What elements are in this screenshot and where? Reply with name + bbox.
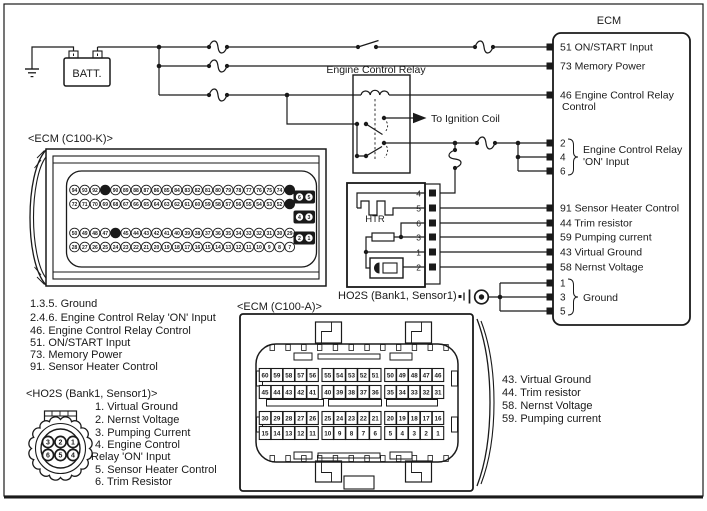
ground-icon — [25, 69, 39, 77]
c100a-pin-number: 42 — [297, 389, 305, 397]
c100k-pin-number: 42 — [153, 230, 160, 237]
c100a-pin-number: 44 — [273, 389, 281, 397]
c100k-pin-number: 78 — [235, 187, 242, 194]
c100k-pin-number: 16 — [194, 244, 201, 251]
ignition-coil-note: To Ignition Coil — [431, 113, 500, 125]
c100k-pin-number: 30 — [276, 230, 283, 237]
c100k-pin-number: 49 — [81, 230, 88, 237]
c100k-flange — [30, 150, 46, 285]
c100a-pin-number: 12 — [297, 430, 305, 438]
c100k-pin-number: 22 — [133, 244, 139, 251]
c100k-pin-number: 41 — [163, 230, 170, 237]
ecm-pin-terminal — [547, 92, 554, 99]
legend-item: 58. Nernst Voltage — [502, 400, 593, 412]
chassis-ground-icon — [459, 290, 489, 304]
c100k-pin-number: 35 — [225, 230, 232, 237]
c100k-pin-number: 33 — [245, 230, 252, 237]
c100a-pin-number: 31 — [434, 389, 442, 397]
c100a-tooth — [333, 345, 338, 351]
ecm-pin-terminal — [547, 220, 554, 227]
c100a-tooth — [317, 345, 322, 351]
ecm-pin46-label: 46 Engine Control Relay — [560, 89, 674, 102]
c100k-pin-number: 60 — [194, 201, 201, 208]
engine-control-relay — [326, 64, 499, 173]
c100a-pin-number: 22 — [359, 415, 367, 423]
c100k-connector — [28, 133, 326, 286]
c100a-pin-number: 10 — [324, 430, 332, 438]
ecm-pin59-label: 59 Pumping current — [560, 231, 652, 244]
ho2s-connector-pin-number: 3 — [46, 439, 50, 447]
c100k-pin-number: 14 — [215, 244, 221, 251]
c100a-pin-number: 19 — [398, 415, 406, 423]
c100a-pin-number: 59 — [273, 372, 281, 380]
c100a-pin-number: 2 — [424, 430, 428, 438]
c100k-pin-number: 57 — [225, 201, 232, 208]
c100k-pin-number: 58 — [215, 201, 221, 208]
c100k-pin-number: 66 — [133, 201, 139, 208]
battery — [25, 47, 110, 86]
legend-item: Relay 'ON' Input — [91, 451, 171, 463]
c100a-pin-number: 56 — [309, 372, 317, 380]
c100a-pin-number: 52 — [359, 372, 367, 380]
c100k-pin-number: 73 — [286, 187, 293, 194]
legend-item: 6. Trim Resistor — [95, 476, 173, 488]
c100a-pin-number: 50 — [386, 372, 394, 380]
c100k-pin-number: 90 — [112, 187, 119, 194]
c100k-pin-number: 87 — [143, 187, 150, 194]
c100k-pin-number: 27 — [81, 244, 88, 251]
c100a-pin-number: 30 — [261, 415, 269, 423]
c100a-tooth — [349, 345, 354, 351]
c100a-pin-number: 54 — [336, 372, 344, 380]
c100k-pin-number: 77 — [245, 187, 252, 194]
c100k-pin-number: 15 — [204, 244, 211, 251]
chassis-ground — [459, 283, 547, 311]
c100k-pin-number: 59 — [204, 201, 211, 208]
c100k-pin-number: 11 — [246, 244, 252, 251]
legend-item: 46. Engine Control Relay Control — [30, 325, 191, 337]
legend-item: 43. Virtual Ground — [502, 374, 592, 386]
ecm-pin46-label2: Control — [562, 101, 596, 113]
c100k-pin-number: 71 — [81, 201, 88, 208]
c100k-side-pin-number: 4 — [298, 215, 301, 222]
ho2s-strip-pins — [416, 189, 436, 273]
c100k-pin-number: 54 — [256, 201, 262, 208]
c100k-pin-number: 61 — [184, 201, 191, 208]
ecm-pin6-num: 6 — [560, 166, 566, 178]
c100k-pin-number: 89 — [122, 187, 129, 194]
c100a-pin-number: 21 — [371, 415, 379, 423]
c100k-side-pin-number: 5 — [307, 195, 311, 202]
c100k-pin-number: 76 — [256, 187, 262, 194]
c100k-side-pin-number: 6 — [298, 195, 301, 202]
brace — [568, 279, 578, 315]
c100a-tooth — [302, 345, 307, 351]
ecm-pin3-num: 3 — [560, 292, 566, 304]
legend-item: 91. Sensor Heater Control — [30, 361, 158, 373]
ecm-pin-terminal — [547, 234, 554, 241]
c100k-pin-number: 82 — [194, 187, 201, 194]
ecm-pin58-label: 58 Nernst Voltage — [560, 261, 644, 274]
c100k-pin-number: 65 — [143, 201, 150, 208]
ho2s-connector-pin-number: 1 — [71, 439, 75, 447]
c100k-pin-number: 48 — [92, 230, 98, 237]
sensor-cell-icon — [370, 258, 403, 278]
c100a-pin-number: 24 — [336, 415, 344, 423]
ho2s-pin-number: 3 — [416, 232, 421, 243]
c100k-pin-number: 70 — [92, 201, 98, 208]
c100a-pin-number: 27 — [297, 415, 305, 423]
c100a-pin-number: 5 — [388, 430, 393, 438]
c100k-pin-number: 7 — [288, 244, 292, 251]
c100k-pin-number: 83 — [184, 187, 191, 194]
c100a-pin-number: 49 — [398, 372, 406, 380]
c100a-pin-number: 57 — [297, 372, 305, 380]
c100k-pin-number: 93 — [81, 187, 88, 194]
c100a-tooth — [428, 345, 433, 351]
connector-seal — [29, 417, 92, 480]
c100a-pin-number: 4 — [400, 430, 405, 438]
c100a-tooth — [381, 345, 386, 351]
c100a-pin-number: 43 — [285, 389, 293, 397]
ecm-pin-terminal — [547, 63, 554, 70]
c100k-pin-number: 39 — [184, 230, 191, 237]
c100a-pin-number: 48 — [410, 372, 418, 380]
c100k-pin-number: 8 — [278, 244, 281, 251]
relay-title: Engine Control Relay — [326, 64, 426, 76]
ecm-pin73-label: 73 Memory Power — [560, 60, 646, 73]
legend-item: 51. ON/START Input — [30, 337, 131, 349]
legend-item: 2.4.6. Engine Control Relay 'ON' Input — [30, 312, 216, 324]
c100a-connector — [237, 301, 494, 491]
c100k-pin-number: 69 — [102, 201, 109, 208]
c100a-tooth — [412, 345, 417, 351]
ecm-title: ECM — [596, 15, 622, 27]
c100k-side-pin-number: 2 — [298, 236, 301, 243]
ecm-pin-terminal — [547, 140, 554, 147]
c100a-pin-number: 7 — [361, 430, 366, 438]
c100a-pin-number: 18 — [410, 415, 418, 423]
c100k-title: <ECM (C100-K)> — [28, 133, 113, 145]
c100k-pin-number: 94 — [71, 187, 78, 194]
c100a-legend — [502, 374, 601, 425]
c100k-pin-number: 28 — [71, 244, 78, 251]
c100k-pin-number: 26 — [92, 244, 98, 251]
c100k-pin-number: 34 — [235, 230, 242, 237]
c100a-pin-number: 33 — [410, 389, 418, 397]
c100a-pin-number: 23 — [347, 415, 356, 423]
c100k-pin-number: 56 — [235, 201, 242, 208]
ecm-pin-terminal — [547, 308, 554, 315]
c100k-pin-number: 43 — [143, 230, 150, 237]
heater-icon — [357, 201, 397, 215]
battery-label: BATT. — [72, 68, 102, 80]
c100a-teeth — [270, 345, 448, 462]
ho2s-pin-terminal — [429, 190, 436, 197]
c100a-pin-number: 15 — [261, 430, 269, 438]
c100a-pin-number: 53 — [347, 372, 356, 380]
c100k-pin-number: 25 — [102, 244, 109, 251]
c100a-pin-number: 41 — [309, 389, 317, 397]
c100a-pin-number: 20 — [386, 415, 394, 423]
ho2s-pin-number: 5 — [416, 203, 421, 214]
c100k-pin-field — [70, 185, 295, 252]
c100k-pin-number: 80 — [215, 187, 221, 194]
c100a-pin-number: 28 — [285, 415, 293, 423]
c100k-pin-number: 32 — [256, 230, 262, 237]
c100a-pin-number: 1 — [436, 430, 440, 438]
c100k-pin-number: 29 — [286, 230, 293, 237]
c100k-pin-number: 18 — [174, 244, 180, 251]
ho2s-pin-terminal — [429, 220, 436, 227]
c100a-pin-number: 32 — [422, 389, 430, 397]
arrow-icon — [413, 113, 427, 123]
c100k-pin-number: 47 — [102, 230, 109, 237]
ecm-pin-terminal — [547, 205, 554, 212]
ecm-pin-terminal — [547, 249, 554, 256]
c100k-pin-number: 20 — [153, 244, 160, 251]
legend-item: 1.3.5. Ground — [30, 298, 98, 310]
ecm-pin44-label: 44 Trim resistor — [560, 217, 633, 230]
ho2s-pin-terminal — [429, 234, 436, 241]
c100a-pin-number: 17 — [422, 415, 430, 423]
c100k-pin-number: 38 — [194, 230, 201, 237]
c100k-pin-number: 68 — [112, 201, 119, 208]
ho2s-box — [338, 183, 457, 302]
ecm-pin-terminal — [547, 154, 554, 161]
c100k-pin-number: 21 — [143, 244, 150, 251]
c100k-pin-number: 81 — [204, 187, 211, 194]
c100k-pin-number: 79 — [225, 187, 232, 194]
ho2s-pin-number: 6 — [416, 218, 421, 229]
c100k-pin-number: 9 — [267, 244, 271, 251]
c100k-side-pin-number: 3 — [307, 215, 311, 222]
c100a-pin-number: 47 — [422, 372, 430, 380]
c100k-pin-number: 36 — [215, 230, 221, 237]
ho2s-pin-number: 2 — [416, 262, 421, 273]
legend-item: 59. Pumping current — [502, 413, 602, 425]
c100a-pin-number: 16 — [434, 415, 442, 423]
trim-resistor-icon — [372, 233, 394, 241]
relay-coil-icon — [361, 90, 389, 95]
c100k-pin-number: 75 — [266, 187, 273, 194]
legend-item: 1. Virtual Ground — [95, 401, 178, 413]
ecm-pin1-num: 1 — [560, 278, 566, 290]
c100k-pin-number: 24 — [112, 244, 119, 251]
ecm-relay-on-label1: Engine Control Relay — [583, 144, 683, 156]
c100a-pin-number: 58 — [285, 372, 293, 380]
legend-item: 5. Sensor Heater Control — [95, 464, 217, 476]
c100k-pin-number: 19 — [163, 244, 170, 251]
legend-item: 73. Memory Power — [30, 349, 123, 361]
legend-item: 4. Engine Control — [95, 439, 180, 451]
c100a-tooth — [286, 456, 291, 462]
c100k-pin-number: 17 — [184, 244, 191, 251]
ecm-pin-terminal — [547, 264, 554, 271]
c100k-pin-number: 55 — [245, 201, 252, 208]
c100k-side-pin-number: 1 — [307, 236, 311, 243]
ho2s-box-label: HO2S (Bank1, Sensor1) — [338, 290, 457, 302]
ecm-pin4-num: 4 — [560, 152, 566, 164]
c100k-pin-number: 12 — [235, 244, 242, 251]
ecm-box — [547, 15, 691, 325]
sensor-wires — [440, 208, 547, 267]
c100k-pin-number: 45 — [122, 230, 129, 237]
ho2s-connector-title: <HO2S (Bank1, Sensor1)> — [26, 388, 158, 400]
c100a-pin-number: 11 — [309, 430, 316, 438]
c100a-pin-number: 35 — [386, 389, 394, 397]
c100k-pin-number: 72 — [71, 201, 78, 208]
c100k-pin-number: 64 — [153, 201, 160, 208]
ho2s-pin-terminal — [429, 249, 436, 256]
c100k-pin-number: 13 — [225, 244, 232, 251]
c100a-tooth — [365, 345, 370, 351]
heater-label: HTR — [365, 214, 385, 225]
ecm-pin-terminal — [547, 168, 554, 175]
c100a-pin-number: 36 — [371, 389, 379, 397]
ecm-pin5-num: 5 — [560, 306, 566, 318]
c100k-pin-number: 53 — [266, 201, 273, 208]
ho2s-legend — [91, 401, 217, 488]
ho2s-pin-number: 4 — [416, 188, 421, 199]
ecm-pin-terminal — [547, 294, 554, 301]
c100k-pin-number: 86 — [153, 187, 160, 194]
ecm-pin-terminal — [547, 44, 554, 51]
c100a-pin-number: 51 — [371, 372, 379, 380]
ecm-pin2-num: 2 — [560, 138, 566, 150]
legend-item: 3. Pumping Current — [95, 427, 191, 439]
c100k-pin-number: 63 — [163, 201, 170, 208]
c100a-pin-number: 14 — [273, 430, 281, 438]
c100a-pin-number: 34 — [398, 389, 406, 397]
c100k-pin-number: 10 — [256, 244, 262, 251]
c100a-pin-number: 8 — [349, 430, 354, 438]
c100k-pin-number: 84 — [174, 187, 180, 194]
ecm-pin-terminal — [547, 280, 554, 287]
c100a-pin-number: 60 — [261, 372, 269, 380]
c100a-pin-number: 29 — [273, 415, 281, 423]
ho2s-pin-terminal — [429, 264, 436, 271]
c100a-pin-number: 40 — [324, 389, 332, 397]
c100a-tooth — [381, 456, 386, 462]
c100k-pin-number: 23 — [122, 244, 129, 251]
ho2s-connector-pin-number: 5 — [58, 452, 63, 460]
ho2s-connector-pin-number: 6 — [46, 452, 50, 460]
c100k-pin-number: 40 — [174, 230, 180, 237]
c100k-pin-number: 31 — [266, 230, 273, 237]
c100k-pin-number: 92 — [92, 187, 98, 194]
c100a-pin-number: 6 — [373, 430, 378, 438]
ecm-ground-label: Ground — [583, 292, 619, 304]
c100a-pin-number: 3 — [412, 430, 416, 438]
legend-item: 44. Trim resistor — [502, 387, 581, 399]
c100k-pin-number: 50 — [71, 230, 78, 237]
c100a-tooth — [286, 345, 291, 351]
c100k-pin-number: 62 — [174, 201, 180, 208]
c100a-pin-field — [259, 369, 443, 440]
c100a-pin-number: 37 — [359, 389, 367, 397]
ecm-c100k-legend — [30, 298, 216, 373]
ecm-pin51-label: 51 ON/START Input — [560, 41, 653, 54]
c100k-pin-number: 67 — [122, 201, 129, 208]
c100a-tooth — [396, 345, 401, 351]
brace — [568, 139, 578, 175]
c100a-pin-number: 55 — [324, 372, 332, 380]
c100k-pin-number: 44 — [133, 230, 139, 237]
relay-contact-icon — [366, 122, 388, 158]
c100a-pin-number: 26 — [309, 415, 317, 423]
c100a-pin-number: 13 — [285, 430, 293, 438]
c100k-pin-number: 74 — [276, 187, 283, 194]
c100k-side-pins — [294, 191, 316, 245]
c100k-pin-number: 85 — [163, 187, 170, 194]
c100a-flange — [477, 319, 494, 486]
ho2s-pin-number: 1 — [416, 247, 421, 258]
c100k-pin-number: 46 — [112, 230, 119, 237]
c100k-pin-number: 51 — [286, 201, 293, 208]
ho2s-pin-terminal — [429, 205, 436, 212]
c100k-pin-number: 52 — [276, 201, 283, 208]
c100k-pin-number: 37 — [204, 230, 211, 237]
c100a-pin-number: 9 — [337, 430, 342, 438]
ecm-relay-on-label2: 'ON' Input — [583, 156, 630, 168]
c100a-pin-number: 46 — [434, 372, 442, 380]
c100a-pin-number: 39 — [336, 389, 344, 397]
ecm-pin43-label: 43 Virtual Ground — [560, 246, 643, 259]
c100a-pin-number: 25 — [324, 415, 332, 423]
legend-item: 2. Nernst Voltage — [95, 414, 180, 426]
c100k-pin-number: 91 — [102, 187, 109, 194]
c100a-title: <ECM (C100-A)> — [237, 301, 322, 313]
c100a-pin-number: 45 — [261, 389, 269, 397]
ho2s-connector-pin-number: 2 — [58, 439, 63, 447]
ecm-pin91-label: 91 Sensor Heater Control — [560, 202, 680, 215]
c100k-pin-number: 88 — [133, 187, 139, 194]
ho2s-connector-pin-number: 4 — [71, 452, 75, 460]
c100a-pin-number: 38 — [347, 389, 356, 397]
